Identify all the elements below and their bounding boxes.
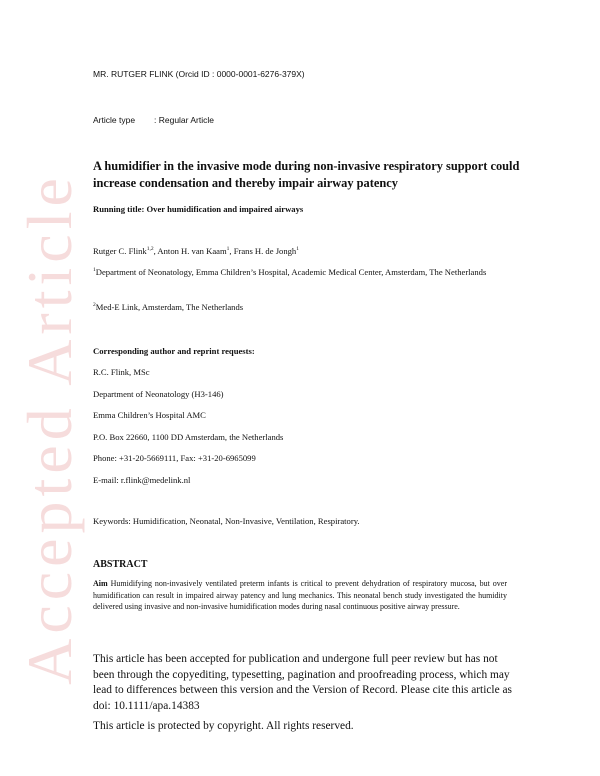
affiliation-text: Med-E Link, Amsterdam, The Netherlands [95, 302, 244, 312]
corresponding-phone-fax: Phone: +31-20-5669111, Fax: +31-20-6965099 [93, 453, 256, 463]
corresponding-email: E-mail: r.flink@medelink.nl [93, 475, 191, 485]
article-type-label: Article type [93, 115, 136, 125]
author-name: Rutger C. Flink [93, 246, 147, 256]
author-affiliation-marker: 1 [296, 246, 299, 253]
author-orcid-line: MR. RUTGER FLINK (Orcid ID : 0000-0001-6276-379X) [93, 69, 305, 79]
accepted-notice: This article has been accepted for publication and undergone full peer review but has not been through the copyediting, typesetting, pagination and proofreading process, which may lead to differences between this version and the Version of Record. Please cite this article as doi: 10.1111/apa.14383 [93, 653, 512, 712]
running-title: Running title: Over humidification and impaired airways [93, 204, 304, 214]
affiliation-marker: 1 [93, 267, 96, 274]
affiliation-marker: 2 [93, 302, 96, 309]
copyright-notice: This article is protected by copyright. All rights reserved. [93, 720, 354, 732]
corresponding-address: P.O. Box 22660, 1100 DD Amsterdam, the Netherlands [93, 432, 284, 442]
corresponding-department: Department of Neonatology (H3-146) [93, 389, 224, 399]
author-affiliation-marker: 1,2 [146, 246, 154, 253]
aim-label: Aim [93, 579, 108, 588]
keywords: Keywords: Humidification, Neonatal, Non-Invasive, Ventilation, Respiratory. [93, 516, 360, 526]
aim-text: Humidifying non-invasively ventilated preterm infants is critical to prevent dehydration of respiratory mucosa, but over humidification can result in impaired airway patency and lung mechanics. This neonatal bench study investigated the humidity delivered using invasive and non-invasive humidification modes during nasal continuous positive airway pressure. [93, 579, 507, 612]
article-type-value: : Regular Article [154, 115, 214, 125]
author-list [93, 246, 299, 256]
affiliation-text: Department of Neonatology, Emma Children’s Hospital, Academic Medical Center, Amsterdam, The Netherlands [95, 267, 487, 277]
author-separator: , [153, 246, 158, 256]
author-name: Anton H. van Kaam [157, 246, 227, 256]
affiliation-2 [93, 302, 243, 312]
abstract-heading: ABSTRACT [93, 559, 148, 570]
accepted-article-watermark: Accepted Article [14, 173, 85, 685]
affiliation-1 [93, 266, 503, 279]
corresponding-hospital: Emma Children’s Hospital AMC [93, 410, 206, 420]
author-name: Frans H. de Jongh [233, 246, 297, 256]
author-separator: , [229, 246, 234, 256]
abstract-aim [93, 578, 507, 613]
corresponding-heading: Corresponding author and reprint requests: [93, 346, 255, 356]
article-title: A humidifier in the invasive mode during non-invasive respiratory support could increase condensation and thereby impair airway patency [93, 159, 520, 190]
corresponding-name: R.C. Flink, MSc [93, 367, 150, 377]
author-affiliation-marker: 1 [226, 246, 230, 253]
